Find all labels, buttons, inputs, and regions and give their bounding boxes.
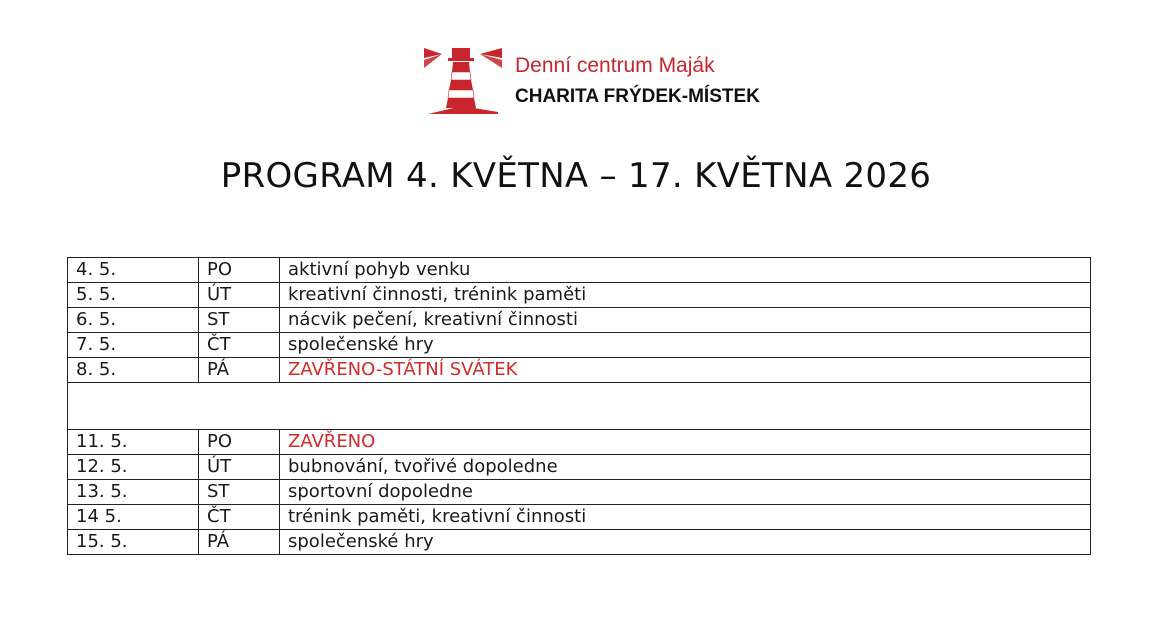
week-separator-cell: [68, 383, 1091, 430]
org-subtitle: CHARITA FRÝDEK-MÍSTEK: [515, 86, 760, 107]
activity-cell: ZAVŘENO-STÁTNÍ SVÁTEK: [280, 358, 1091, 383]
table-row: [68, 308, 1091, 333]
activity-cell: nácvik pečení, kreativní činnosti: [280, 308, 1091, 333]
activity-cell: společenské hry: [280, 333, 1091, 358]
activity-cell: bubnování, tvořivé dopoledne: [280, 455, 1091, 480]
activity-cell: sportovní dopoledne: [280, 480, 1091, 505]
day-cell: ÚT: [199, 283, 280, 308]
activity-cell: ZAVŘENO: [280, 430, 1091, 455]
date-cell: 14 5.: [68, 505, 199, 530]
lighthouse-icon: [422, 44, 512, 116]
date-cell: 6. 5.: [68, 308, 199, 333]
day-cell: ČT: [199, 333, 280, 358]
table-row: [68, 530, 1091, 555]
table-row: [68, 480, 1091, 505]
table-row: [68, 258, 1091, 283]
table-row: [68, 358, 1091, 383]
program-table: [67, 257, 1091, 555]
table-row: [68, 505, 1091, 530]
day-cell: ST: [199, 308, 280, 333]
date-cell: 13. 5.: [68, 480, 199, 505]
day-cell: ÚT: [199, 455, 280, 480]
date-cell: 7. 5.: [68, 333, 199, 358]
activity-cell: aktivní pohyb venku: [280, 258, 1091, 283]
logo: [422, 44, 782, 116]
day-cell: PO: [199, 430, 280, 455]
activity-cell: kreativní činnosti, trénink paměti: [280, 283, 1091, 308]
org-name: Denní centrum Maják: [515, 54, 715, 77]
activity-cell: společenské hry: [280, 530, 1091, 555]
date-cell: 8. 5.: [68, 358, 199, 383]
date-cell: 12. 5.: [68, 455, 199, 480]
day-cell: PÁ: [199, 358, 280, 383]
day-cell: PÁ: [199, 530, 280, 555]
table-row: [68, 430, 1091, 455]
activity-cell: trénink paměti, kreativní činnosti: [280, 505, 1091, 530]
week-separator-row: [68, 383, 1091, 430]
table-row: [68, 333, 1091, 358]
date-cell: 15. 5.: [68, 530, 199, 555]
table-row: [68, 455, 1091, 480]
table-row: [68, 283, 1091, 308]
date-cell: 4. 5.: [68, 258, 199, 283]
date-cell: 5. 5.: [68, 283, 199, 308]
page-title: PROGRAM 4. KVĚTNA – 17. KVĚTNA 2026: [220, 156, 932, 196]
day-cell: PO: [199, 258, 280, 283]
date-cell: 11. 5.: [68, 430, 199, 455]
day-cell: ČT: [199, 505, 280, 530]
day-cell: ST: [199, 480, 280, 505]
